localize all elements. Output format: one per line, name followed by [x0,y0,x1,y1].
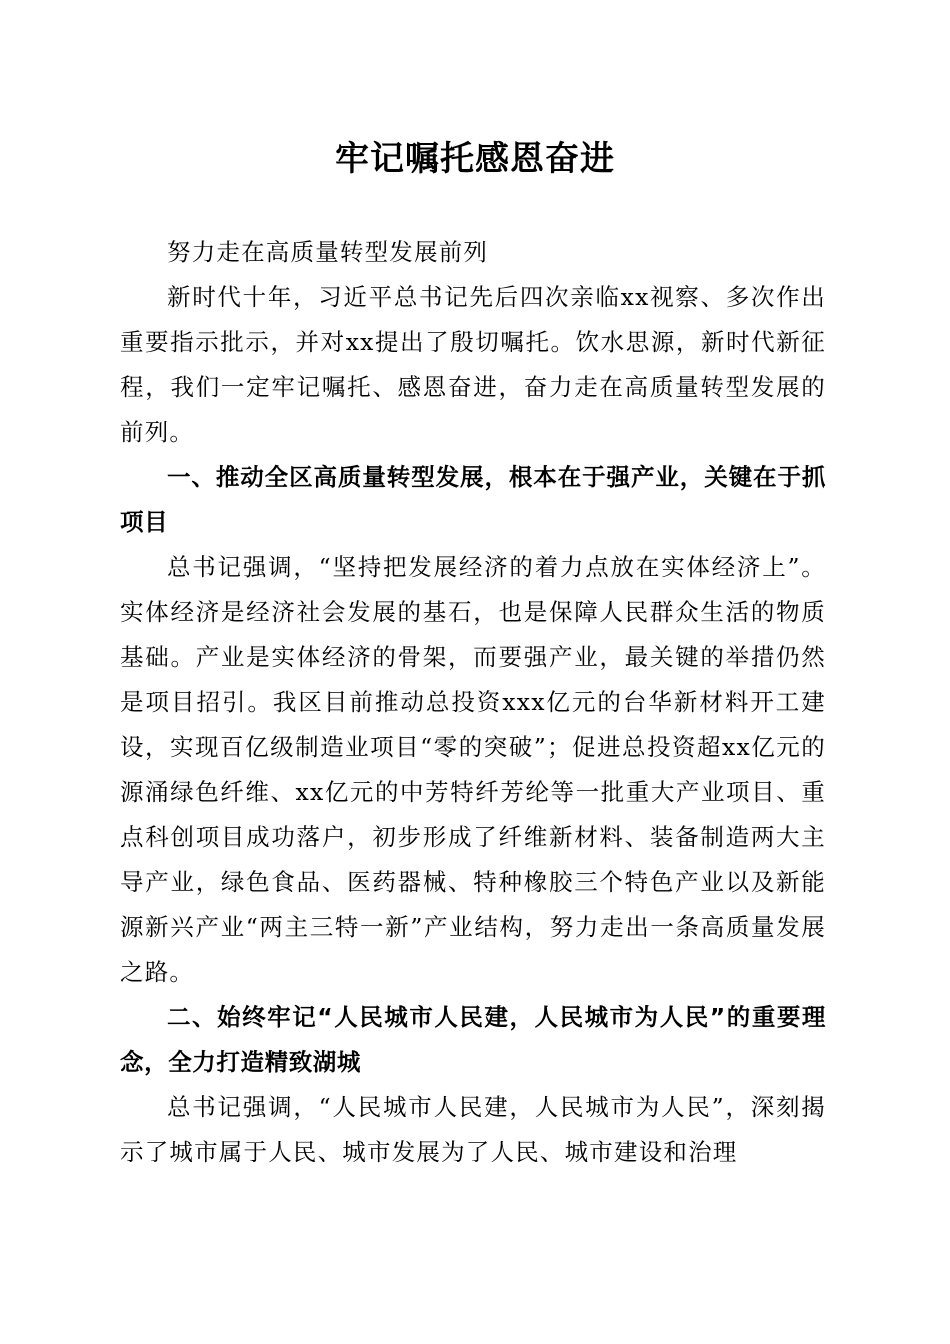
section-heading-2: 二、始终牢记“人民城市人民建，人民城市为人民”的重要理念，全力打造精致湖城 [120,1003,826,1076]
document-subtitle: 努力走在高质量转型发展前列 [167,238,489,266]
document-body [120,230,826,1175]
section-heading-1: 一、推动全区高质量转型发展，根本在于强产业，关键在于抓项目 [120,463,826,536]
section-2-paragraph: 总书记强调，“人民城市人民建，人民城市为人民”，深刻揭示了城市属于人民、城市发展为了人民、城市建设和治理 [120,1093,826,1166]
intro-paragraph: 新时代十年，习近平总书记先后四次亲临xx视察、多次作出重要指示批示，并对xx提出了殷切嘱托。饮水思源，新时代新征程，我们一定牢记嘱托、感恩奋进，奋力走在高质量转型发展的前列。 [120,283,826,446]
document-title: 牢记嘱托感恩奋进 [335,139,615,179]
section-1-paragraph: 总书记强调，“坚持把发展经济的着力点放在实体经济上”。实体经济是经济社会发展的基石，也是保障人民群众生活的物质基础。产业是实体经济的骨架，而要强产业，最关键的举措仍然是项目招引。我区目前推动总投资xxx亿元的台华新材料开工建设，实现百亿级制造业项目“零的突破”；促进总投资超xx亿元的源涌绿色纤维、xx亿元的中芳特纤芳纶等一批重大产业项目、重点科创项目成功落户，初步形成了纤维新材料、装备制造两大主导产业，绿色食品、医药器械、特种橡胶三个特色产业以及新能源新兴产业“两主三特一新”产业结构，努力走出一条高质量发展之路。 [120,553,826,986]
